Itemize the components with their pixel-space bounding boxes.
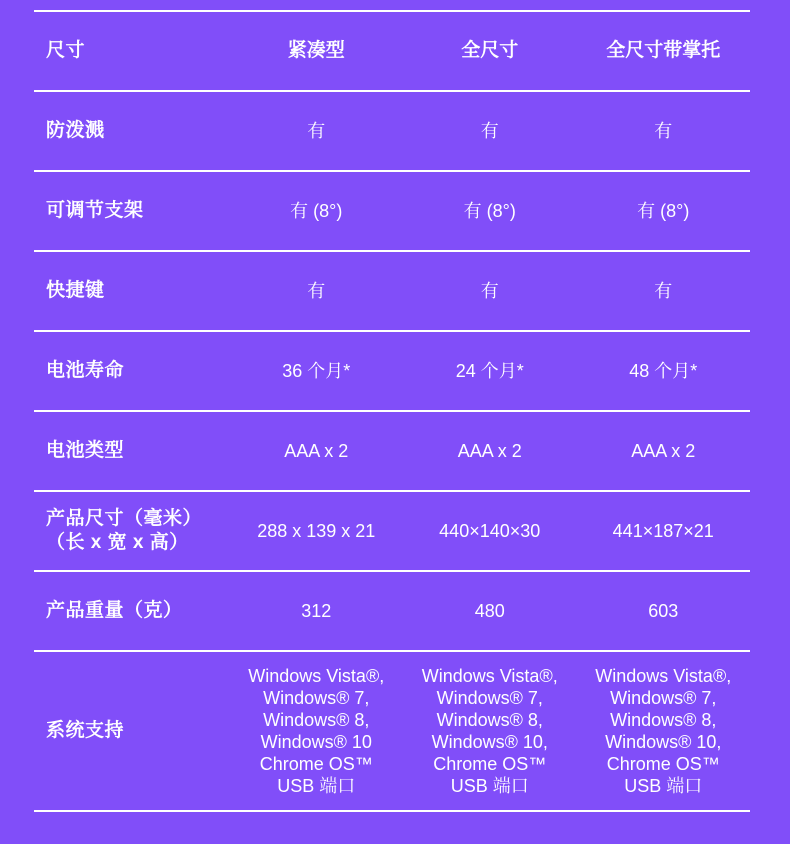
row-value: 有 [307,281,326,301]
os-item: Chrome OS™ [606,754,720,774]
row-value: 36 个月* [282,361,351,381]
row-value: AAA x 2 [631,441,696,461]
row-label: 电池类型 [46,440,125,461]
table-row-system-support [34,652,750,812]
os-item: Windows® 10, [431,732,548,752]
os-item: Windows® 7, [263,688,370,708]
row-label: 快捷键 [46,280,105,301]
row-label [34,507,229,555]
row-value: 有 (8°) [463,201,516,221]
os-item: Chrome OS™ [259,754,373,774]
row-value: AAA x 2 [457,441,522,461]
row-value: 有 [654,281,673,301]
table-row-battery-life [34,332,750,412]
os-list-full-size [403,665,577,797]
row-label-line: 产品尺寸（毫米） [46,508,203,529]
row-value: 440×140×30 [439,521,541,541]
row-value: 480 [474,601,505,621]
row-value: 有 [480,281,499,301]
row-value: 288 x 139 x 21 [257,521,376,541]
row-value: 有 [654,121,673,141]
os-list-full-size-palm-rest [576,665,750,797]
row-value: 有 [307,121,326,141]
os-item: USB 端口 [277,776,356,796]
row-value: 有 (8°) [290,201,343,221]
table-row-dimensions [34,492,750,572]
table-row-battery-type [34,412,750,492]
os-item: Windows® 10, [605,732,722,752]
row-value: 有 (8°) [637,201,690,221]
row-value: 有 [480,121,499,141]
row-label: 电池寿命 [46,360,125,381]
table-row-adjustable-stand [34,172,750,252]
row-label-line: （长 x 宽 x 高） [46,532,189,553]
row-label: 防泼溅 [46,120,105,141]
row-value: 24 个月* [455,361,524,381]
header-label-size: 尺寸 [46,40,86,61]
os-item: USB 端口 [450,776,529,796]
row-value: 312 [301,601,332,621]
os-item: Windows Vista®, [421,666,558,686]
table-header-row [34,12,750,92]
os-item: Windows® 7, [436,688,543,708]
os-item: Windows Vista®, [248,666,385,686]
header-compact: 紧凑型 [287,40,345,61]
os-list-compact [229,665,403,797]
table-row-spill-resistant [34,92,750,172]
os-item: Windows® 8, [263,710,370,730]
os-item: Chrome OS™ [433,754,547,774]
row-value: 441×187×21 [612,521,714,541]
spec-comparison-table [34,10,750,812]
table-row-shortcut-keys [34,252,750,332]
os-item: USB 端口 [624,776,703,796]
row-label: 系统支持 [46,720,125,741]
table-row-weight [34,572,750,652]
row-value: 603 [648,601,679,621]
os-item: Windows® 10 [260,732,372,752]
os-item: Windows Vista®, [595,666,732,686]
os-item: Windows® 7, [610,688,717,708]
row-label: 产品重量（克） [46,600,183,621]
row-value: 48 个月* [629,361,698,381]
os-item: Windows® 8, [436,710,543,730]
os-item: Windows® 8, [610,710,717,730]
row-label: 可调节支架 [46,200,144,221]
row-value: AAA x 2 [284,441,349,461]
header-full-size: 全尺寸 [461,40,519,61]
header-full-size-palm-rest: 全尺寸带掌托 [606,40,721,61]
